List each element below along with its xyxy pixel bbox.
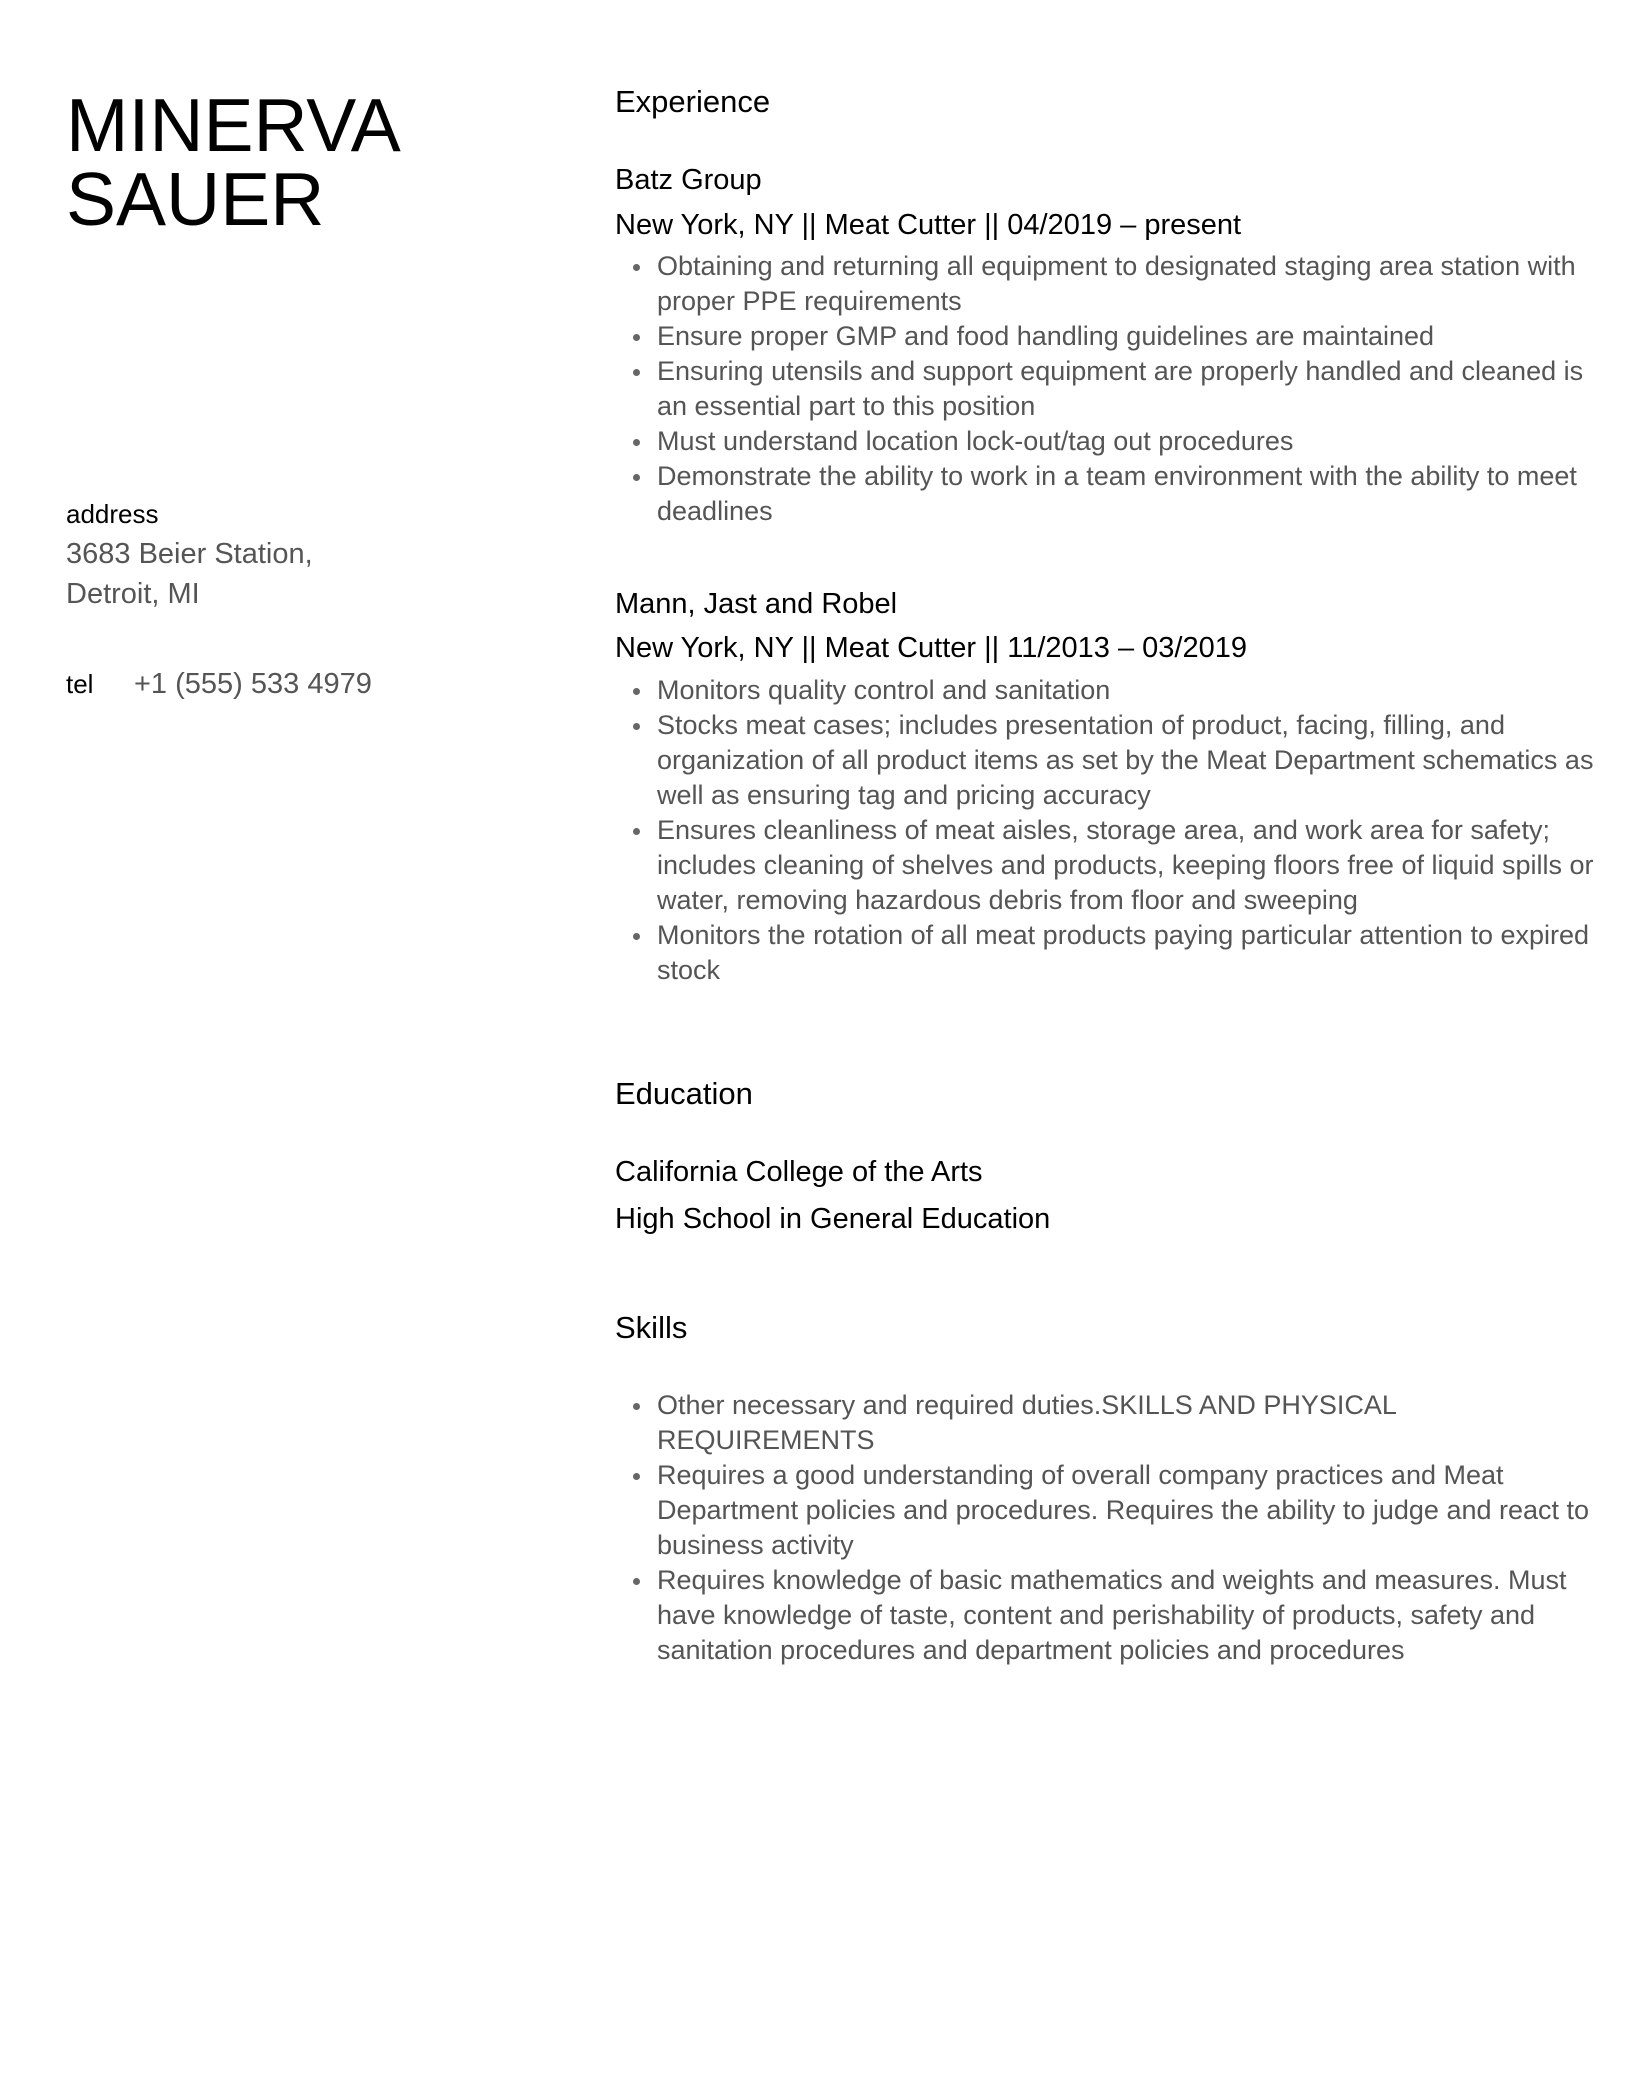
last-name: SAUER <box>66 157 325 241</box>
list-item: Requires a good understanding of overall company practices and Meat Department policies and procedures. Requires the ability to judge and react to business activity <box>657 1458 1597 1563</box>
list-item: Requires knowledge of basic mathematics and weights and measures. Must have knowledge of taste, content and perishability of products, safety and sanitation procedures and department policies and procedures <box>657 1563 1597 1668</box>
skills-bullets <box>615 1388 1597 1668</box>
job-company: Batz Group <box>615 164 762 196</box>
list-item: Monitors the rotation of all meat products paying particular attention to expired stock <box>657 918 1597 988</box>
job-company: Mann, Jast and Robel <box>615 588 898 620</box>
list-item: Ensure proper GMP and food handling guidelines are maintained <box>657 319 1597 354</box>
address-label: address <box>66 499 159 529</box>
job-bullets <box>615 249 1597 529</box>
list-item: Ensures cleanliness of meat aisles, storage area, and work area for safety; includes cleaning of shelves and products, keeping floors free of liquid spills or water, removing hazardous debris from floor and sweeping <box>657 813 1597 918</box>
education-degree: High School in General Education <box>615 1203 1051 1235</box>
tel-label: tel <box>66 669 94 699</box>
skills-heading: Skills <box>615 1310 688 1345</box>
address-line-1: 3683 Beier Station, <box>66 538 313 570</box>
list-item: Obtaining and returning all equipment to designated staging area station with proper PPE requirements <box>657 249 1597 319</box>
experience-heading: Experience <box>615 84 771 119</box>
resume-name <box>66 83 566 241</box>
job-meta: New York, NY || Meat Cutter || 04/2019 – present <box>615 209 1242 241</box>
address-block <box>66 498 566 614</box>
list-item: Demonstrate the ability to work in a team environment with the ability to meet deadlines <box>657 459 1597 529</box>
tel-row <box>66 664 566 704</box>
job-meta: New York, NY || Meat Cutter || 11/2013 – 03/2019 <box>615 632 1247 664</box>
address-line-2: Detroit, MI <box>66 578 200 610</box>
list-item: Other necessary and required duties.SKILLS AND PHYSICAL REQUIREMENTS <box>657 1388 1597 1458</box>
education-heading: Education <box>615 1076 753 1111</box>
first-name: MINERVA <box>66 83 401 167</box>
list-item: Must understand location lock-out/tag out procedures <box>657 424 1597 459</box>
education-school: California College of the Arts <box>615 1156 983 1188</box>
list-item: Stocks meat cases; includes presentation of product, facing, filling, and organization of all product items as set by the Meat Department schematics as well as ensuring tag and pricing accuracy <box>657 708 1597 813</box>
list-item: Monitors quality control and sanitation <box>657 673 1597 708</box>
job-bullets <box>615 673 1597 988</box>
list-item: Ensuring utensils and support equipment are properly handled and cleaned is an essential part to this position <box>657 354 1597 424</box>
tel-value: +1 (555) 533 4979 <box>134 668 372 700</box>
